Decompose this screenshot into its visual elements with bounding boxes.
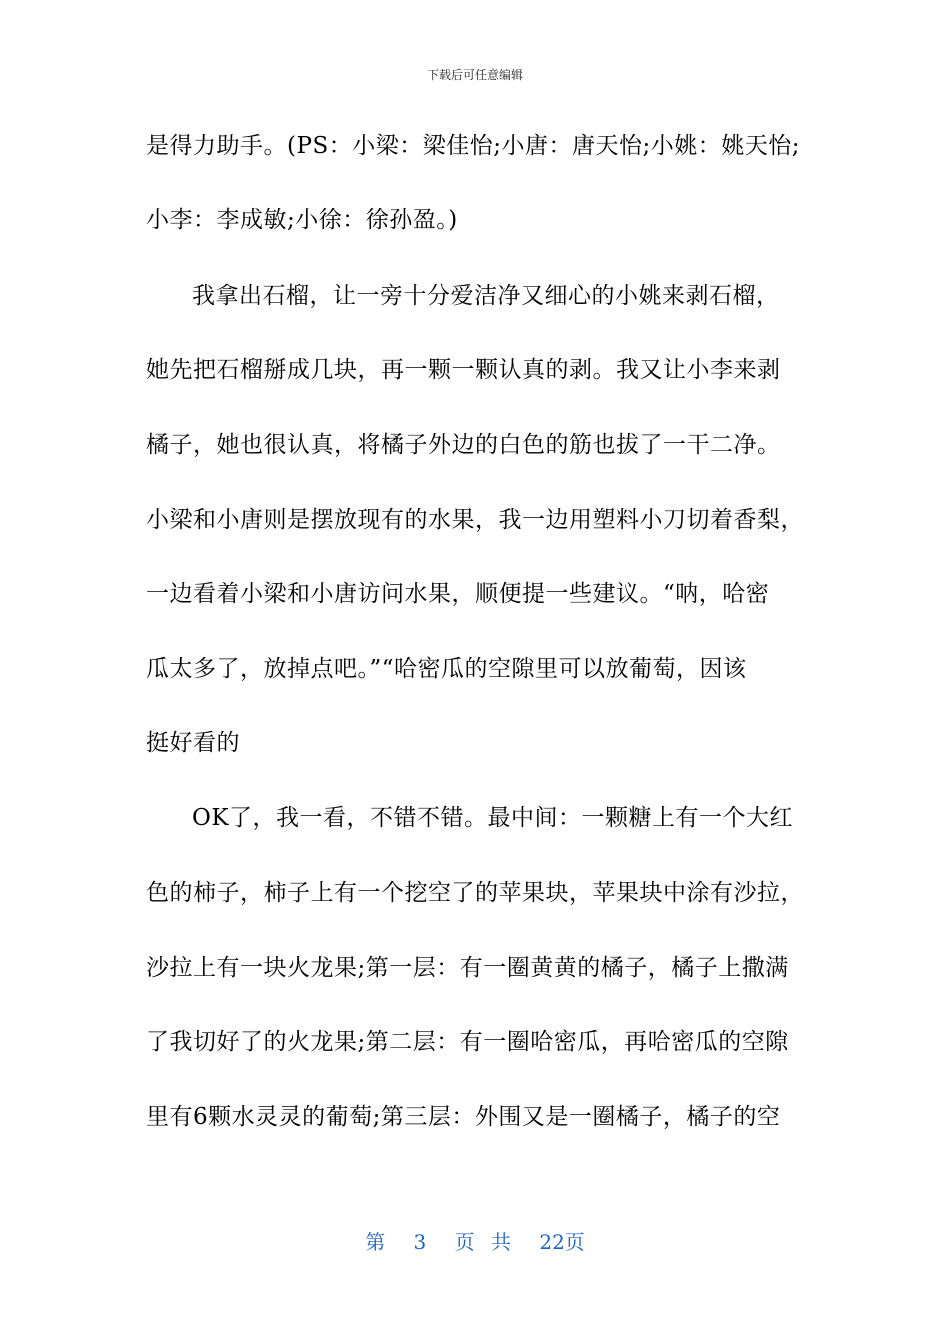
footer-page-number: 3 (413, 1230, 427, 1254)
footer-middle: 页 共 (454, 1230, 511, 1254)
body-line: 挺好看的 (146, 730, 240, 756)
body-line: 色的柿子，柿子上有一个挖空了的苹果块，苹果块中涂有沙拉， (146, 880, 804, 906)
body-line: 里有6颗水灵灵的葡萄;第三层：外围又是一圈橘子，橘子的空 (146, 1104, 781, 1130)
body-line: 小梁和小唐则是摆放现有的水果，我一边用塑料小刀切着香梨， (146, 507, 804, 533)
body-line: 沙拉上有一块火龙果;第一层：有一圈黄黄的橘子，橘子上撒满 (146, 955, 789, 981)
body-line: OK了，我一看，不错不错。最中间：一颗糖上有一个大红 (192, 805, 794, 831)
body-line: 瓜太多了，放掉点吧。”“哈密瓜的空隙里可以放葡萄，因该 (146, 656, 747, 682)
page-footer (0, 1226, 950, 1255)
body-line: 了我切好了的火龙果;第二层：有一圈哈密瓜，再哈密瓜的空隙 (146, 1029, 789, 1055)
body-line: 是得力助手。(PS：小梁：梁佳怡;小唐：唐天怡;小姚：姚天怡; (146, 133, 800, 159)
footer-prefix: 第 (365, 1230, 386, 1254)
body-line: 小李：李成敏;小徐：徐孙盈。) (146, 207, 458, 233)
footer-total-pages: 22页 (539, 1230, 585, 1254)
body-line: 我拿出石榴，让一旁十分爱洁净又细心的小姚来剥石榴， (192, 283, 780, 309)
body-line: 橘子，她也很认真，将橘子外边的白色的筋也拔了一干二净。 (146, 432, 781, 458)
body-line: 她先把石榴掰成几块，再一颗一颗认真的剥。我又让小李来剥 (146, 357, 781, 383)
body-line: 一边看着小梁和小唐访问水果，顺便提一些建议。“呐，哈密 (146, 581, 770, 607)
page-header: 下载后可任意编辑 (426, 68, 523, 82)
